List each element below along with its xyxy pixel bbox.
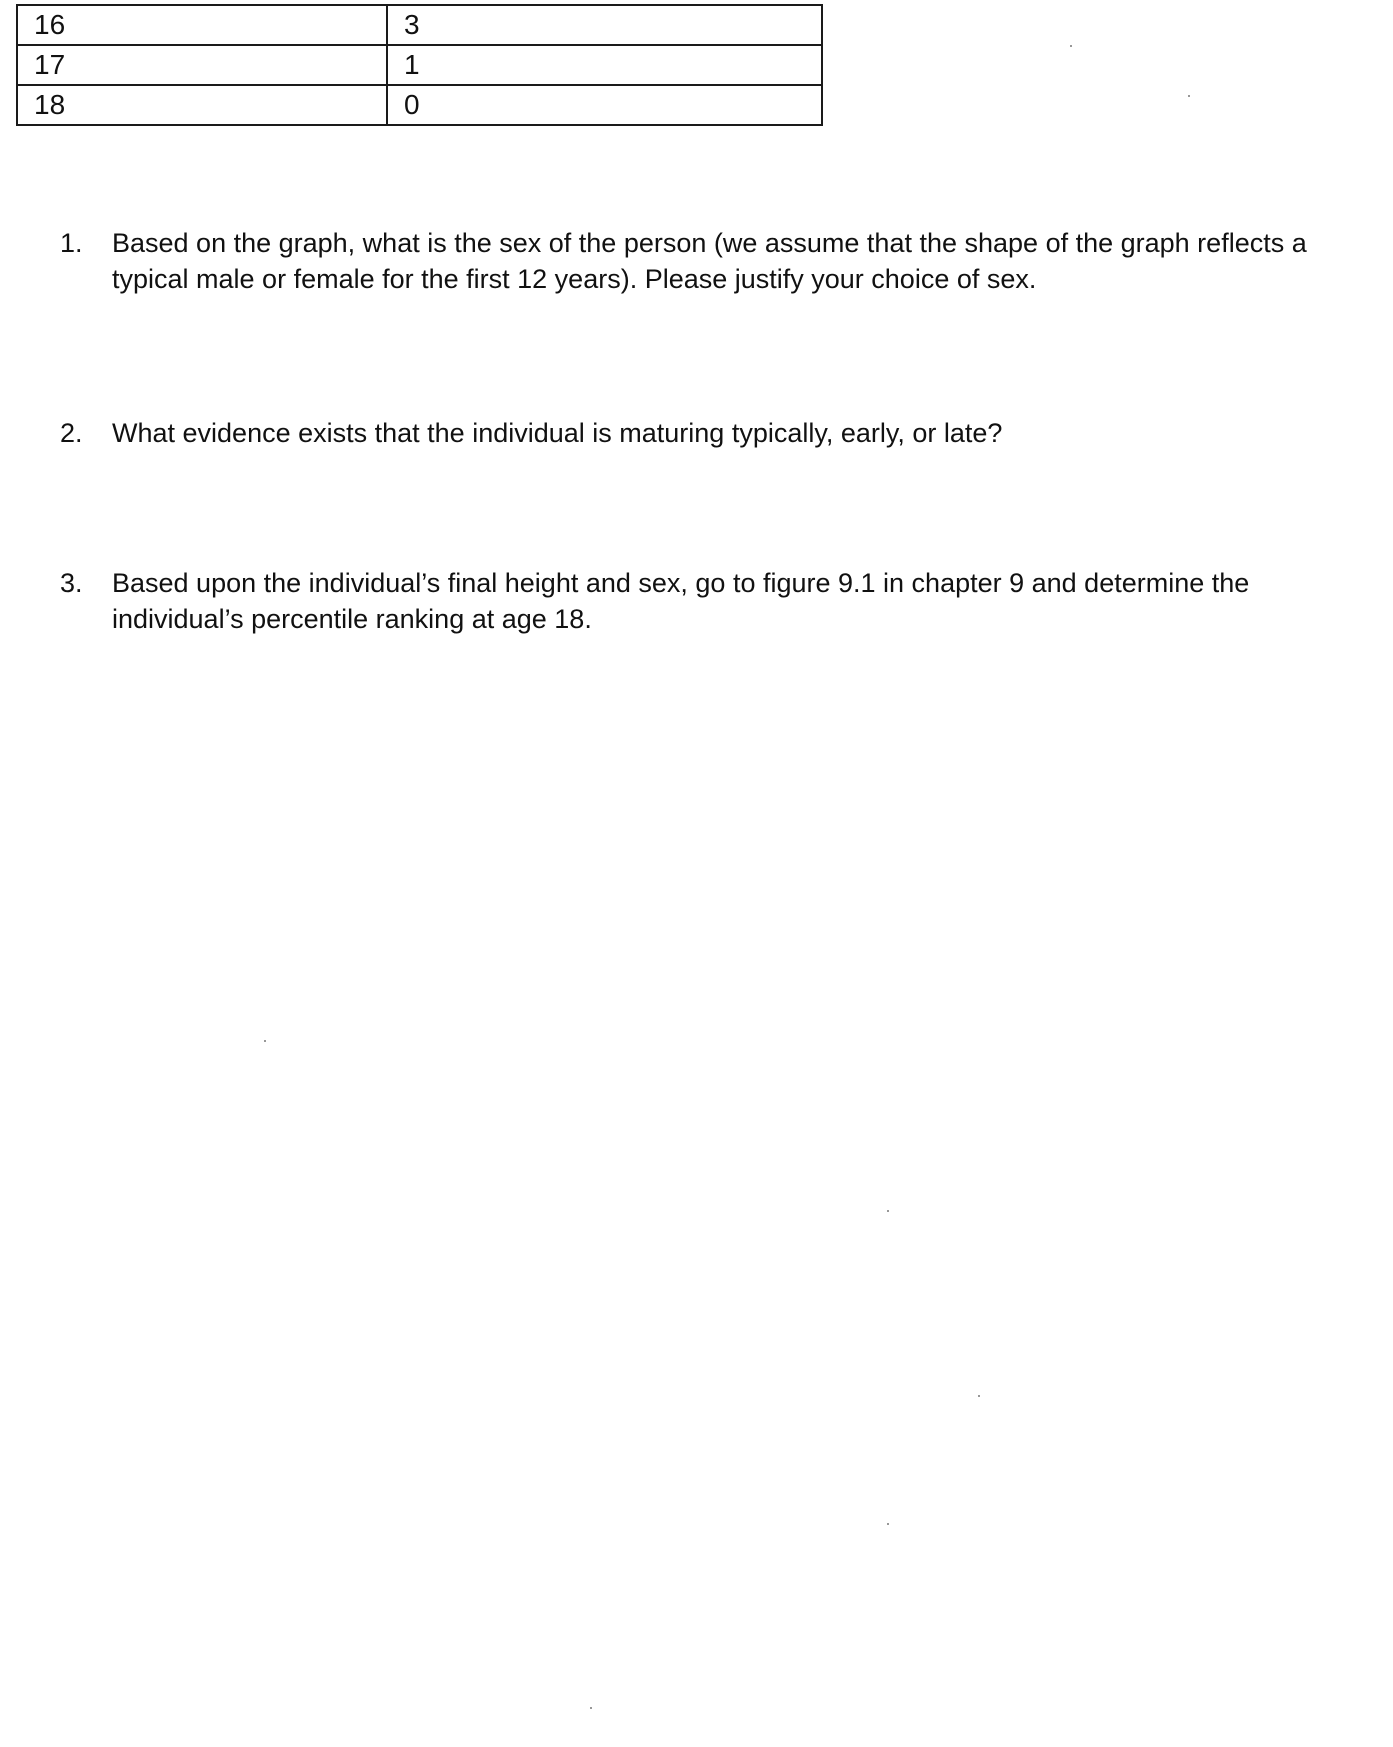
scan-speck [1070, 45, 1072, 47]
scan-speck [264, 1040, 266, 1042]
age-cell: 17 [17, 45, 387, 85]
question-text: What evidence exists that the individual is maturing typically, early, or late? [112, 418, 1003, 448]
question-text: Based on the graph, what is the sex of the person (we assume that the shape of the graph reflects a typical male or female for the first 12 years). Please justify your choice of sex. [112, 228, 1307, 294]
table-row [17, 85, 822, 125]
scan-speck [887, 1210, 889, 1212]
scan-speck [887, 1523, 889, 1525]
scan-speck [978, 1395, 980, 1397]
value-cell: 0 [387, 85, 822, 125]
height-change-table [16, 4, 823, 126]
table-row [17, 5, 822, 45]
age-cell: 16 [17, 5, 387, 45]
value-cell: 1 [387, 45, 822, 85]
question-number: 3. [60, 568, 83, 598]
question-1 [60, 225, 1330, 297]
question-number: 2. [60, 418, 83, 448]
scan-speck [590, 1707, 592, 1709]
value-cell: 3 [387, 5, 822, 45]
question-2 [60, 415, 1330, 451]
scan-speck [1188, 95, 1190, 97]
age-cell: 18 [17, 85, 387, 125]
table-row [17, 45, 822, 85]
question-number: 1. [60, 228, 83, 258]
question-3 [60, 565, 1330, 637]
question-text: Based upon the individual’s final height and sex, go to figure 9.1 in chapter 9 and determine the individual’s percentile ranking at age 18. [112, 568, 1250, 634]
